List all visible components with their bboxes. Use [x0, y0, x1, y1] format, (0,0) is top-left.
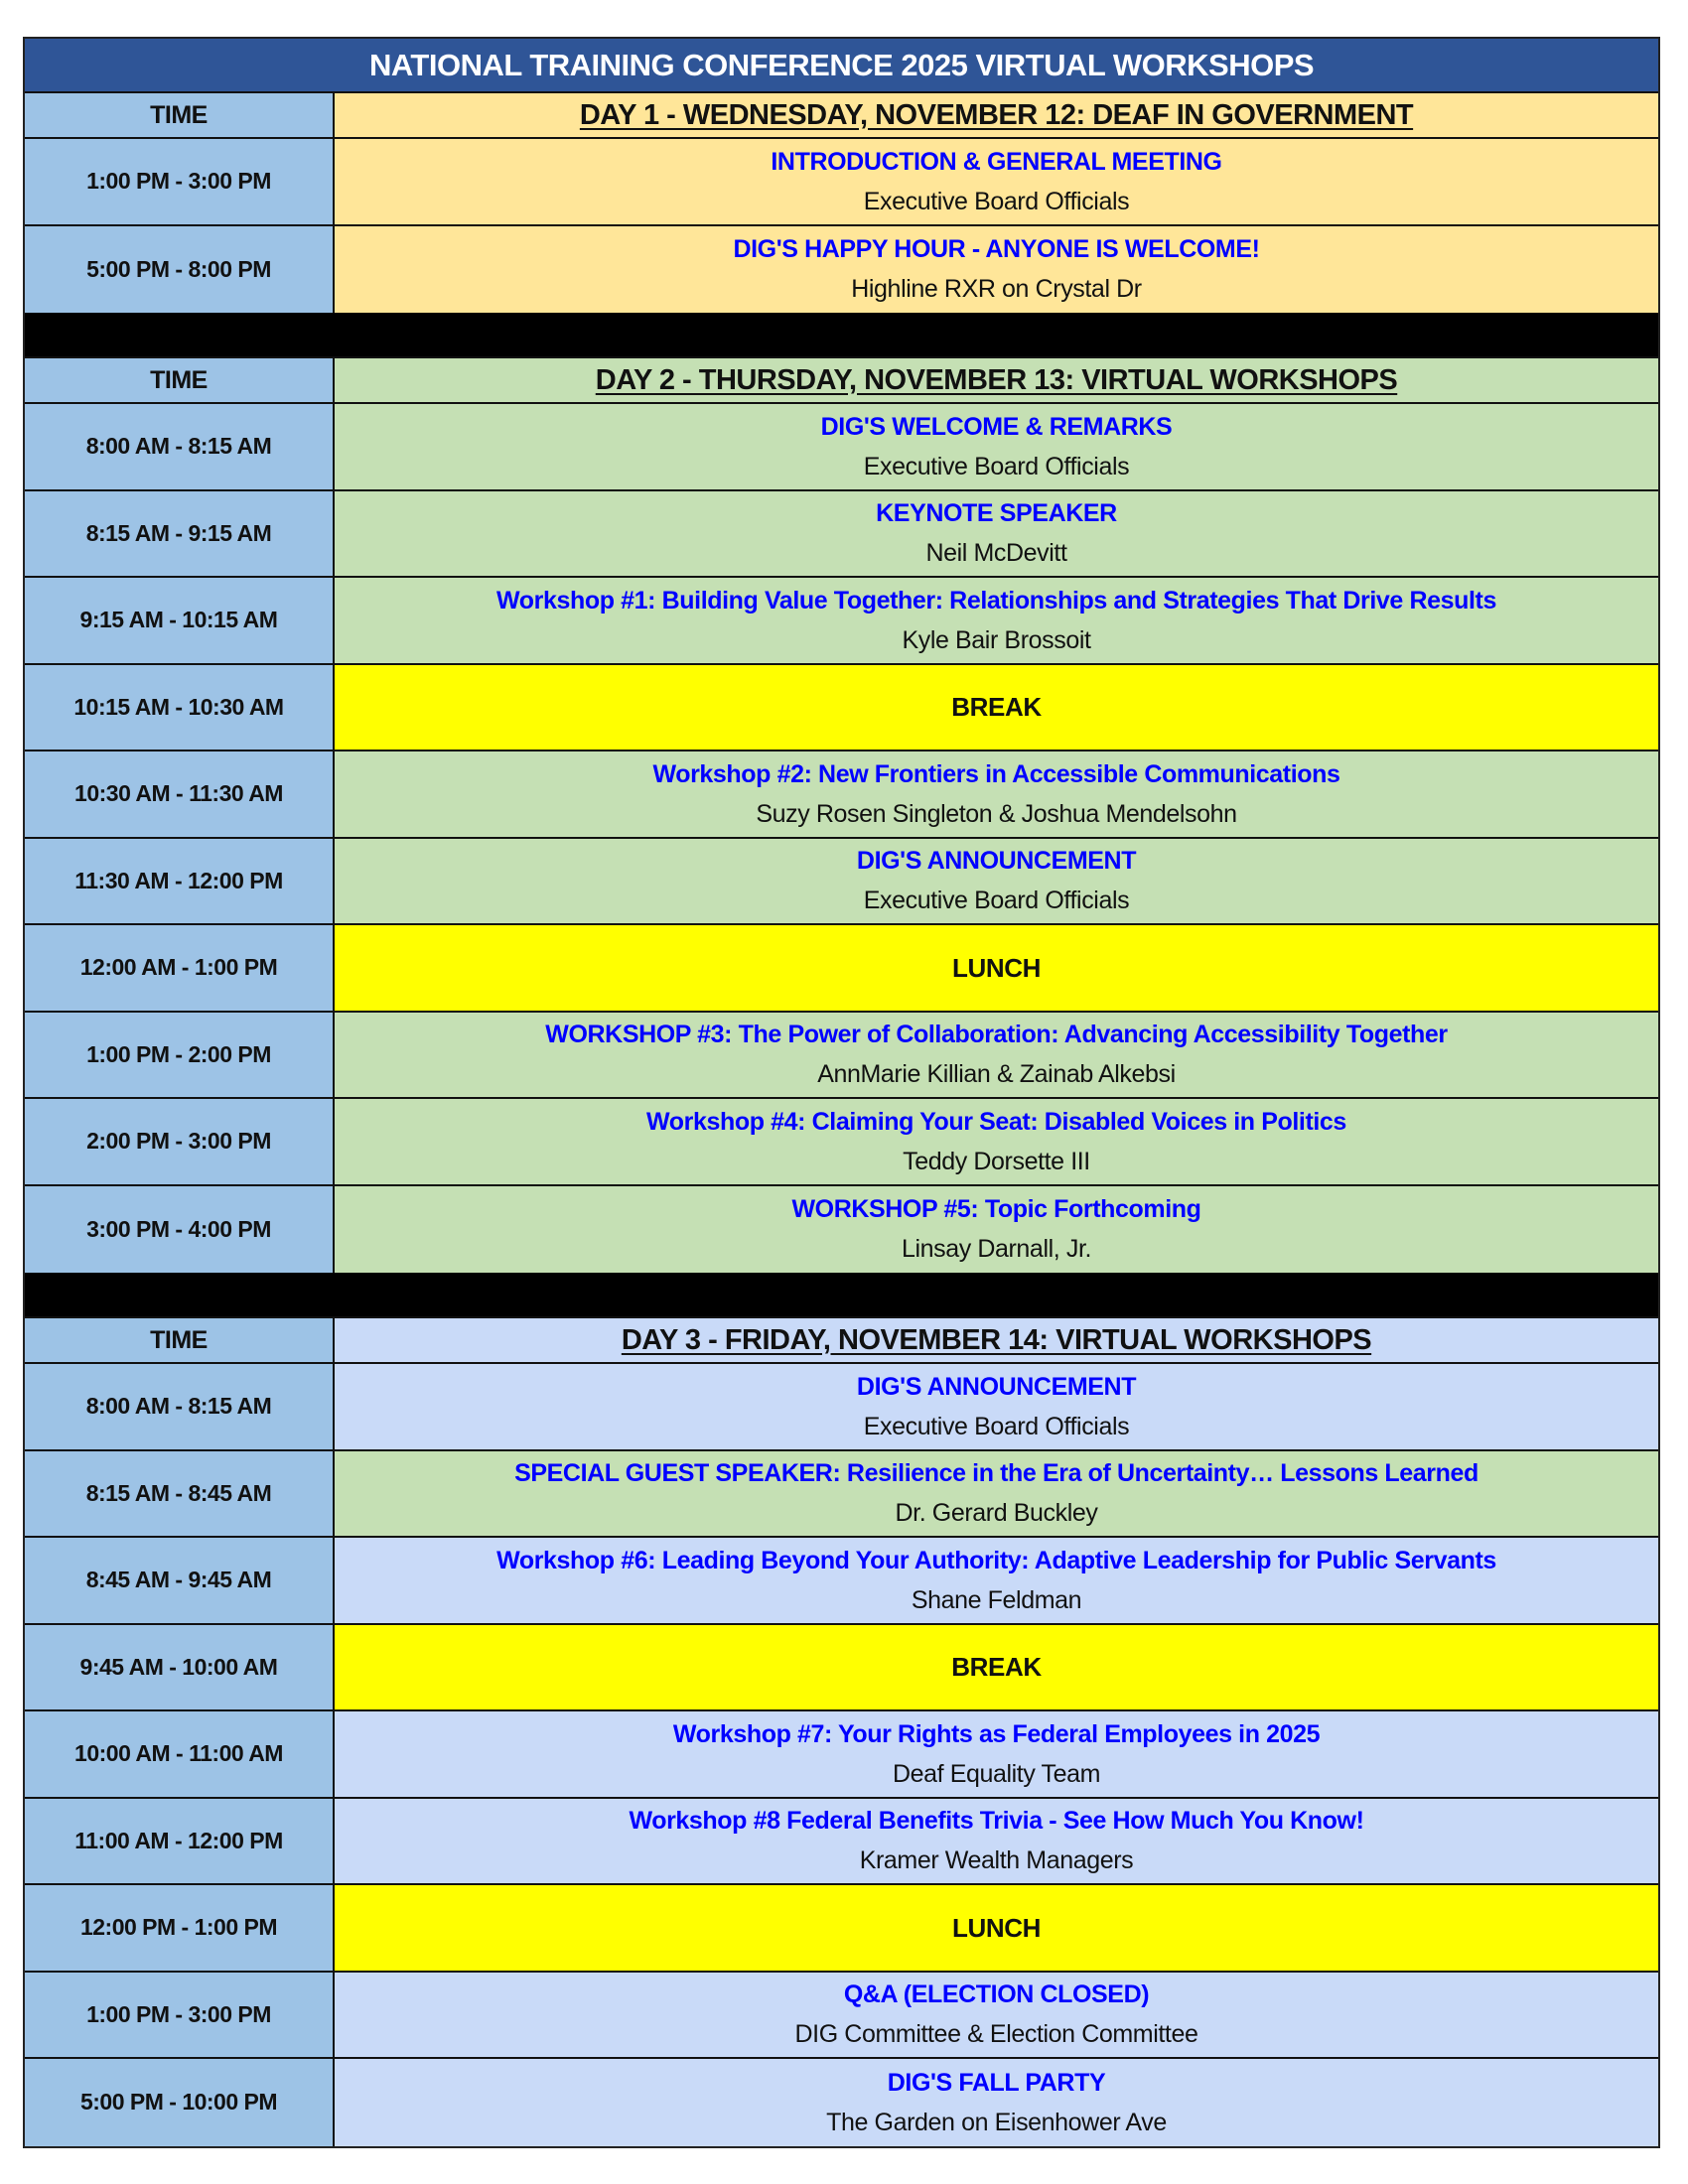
lunch-label: LUNCH	[952, 952, 1041, 983]
event-cell	[335, 751, 1658, 837]
event-presenter: Deaf Equality Team	[892, 1759, 1101, 1788]
event-title: Q&A (ELECTION CLOSED)	[843, 1980, 1150, 2009]
lunch-row	[25, 1885, 1658, 1973]
schedule-row	[25, 1711, 1658, 1799]
time-column-header: TIME	[25, 1318, 335, 1362]
time-slot: 8:00 AM - 8:15 AM	[25, 1364, 335, 1449]
event-cell	[335, 1538, 1658, 1623]
schedule-row	[25, 404, 1658, 491]
schedule-row	[25, 491, 1658, 579]
schedule-row	[25, 1799, 1658, 1886]
time-slot: 11:00 AM - 12:00 PM	[25, 1799, 335, 1884]
event-cell	[335, 839, 1658, 924]
event-title: SPECIAL GUEST SPEAKER: Resilience in the Era of Uncertainty… Lessons Learned	[514, 1459, 1478, 1488]
event-title: DIG'S ANNOUNCEMENT	[856, 847, 1137, 876]
event-title: WORKSHOP #5: Topic Forthcoming	[791, 1195, 1201, 1224]
event-title: WORKSHOP #3: The Power of Collaboration: Advancing Accessibility Together	[545, 1021, 1448, 1049]
lunch-row	[25, 925, 1658, 1013]
event-cell	[335, 1711, 1658, 1797]
break-label: BREAK	[951, 1652, 1042, 1683]
schedule-row	[25, 2059, 1658, 2146]
time-slot: 12:00 AM - 1:00 PM	[25, 925, 335, 1011]
schedule-row	[25, 578, 1658, 665]
break-cell	[335, 665, 1658, 751]
event-cell	[335, 1099, 1658, 1184]
event-title: Workshop #4: Claiming Your Seat: Disabled Voices in Politics	[646, 1107, 1346, 1136]
event-cell	[335, 1799, 1658, 1884]
time-slot: 9:45 AM - 10:00 AM	[25, 1625, 335, 1710]
day-1-section	[25, 93, 1658, 313]
event-cell	[335, 1973, 1658, 2058]
event-presenter: Shane Feldman	[911, 1585, 1082, 1614]
event-presenter: The Garden on Eisenhower Ave	[826, 2108, 1167, 2136]
time-slot: 10:15 AM - 10:30 AM	[25, 665, 335, 751]
time-slot: 8:15 AM - 8:45 AM	[25, 1451, 335, 1537]
break-cell	[335, 1625, 1658, 1710]
lunch-cell	[335, 1885, 1658, 1971]
event-title: Workshop #7: Your Rights as Federal Employees in 2025	[672, 1719, 1321, 1748]
time-slot: 5:00 PM - 8:00 PM	[25, 226, 335, 314]
event-title: Workshop #6: Leading Beyond Your Authority: Adaptive Leadership for Public Servants	[496, 1546, 1496, 1574]
event-presenter: Kramer Wealth Managers	[859, 1846, 1134, 1875]
day-header-row	[25, 358, 1658, 404]
time-slot: 11:30 AM - 12:00 PM	[25, 839, 335, 924]
event-presenter: DIG Committee & Election Committee	[794, 2020, 1198, 2049]
time-slot: 3:00 PM - 4:00 PM	[25, 1186, 335, 1274]
event-cell	[335, 1364, 1658, 1449]
event-cell	[335, 139, 1658, 224]
lunch-cell	[335, 925, 1658, 1011]
event-title: INTRODUCTION & GENERAL MEETING	[771, 147, 1222, 176]
event-presenter: Teddy Dorsette III	[903, 1147, 1090, 1175]
event-cell	[335, 404, 1658, 489]
break-label: BREAK	[951, 692, 1042, 723]
time-slot: 5:00 PM - 10:00 PM	[25, 2059, 335, 2146]
section-separator	[25, 313, 1658, 358]
day-3-section	[25, 1318, 1658, 2146]
event-presenter: Highline RXR on Crystal Dr	[851, 275, 1142, 304]
time-slot: 1:00 PM - 3:00 PM	[25, 139, 335, 224]
schedule-row	[25, 751, 1658, 839]
day-header-row	[25, 93, 1658, 139]
time-slot: 12:00 PM - 1:00 PM	[25, 1885, 335, 1971]
event-cell	[335, 491, 1658, 577]
event-presenter: Executive Board Officials	[863, 887, 1130, 915]
time-column-header: TIME	[25, 358, 335, 402]
event-presenter: Executive Board Officials	[863, 187, 1130, 215]
event-title: DIG'S ANNOUNCEMENT	[856, 1372, 1137, 1401]
time-slot: 8:15 AM - 9:15 AM	[25, 491, 335, 577]
lunch-label: LUNCH	[952, 1912, 1041, 1943]
event-cell	[335, 2059, 1658, 2146]
schedule-row	[25, 139, 1658, 226]
day-2-section	[25, 358, 1658, 1273]
page-title: NATIONAL TRAINING CONFERENCE 2025 VIRTUAL WORKSHOPS	[25, 39, 1658, 93]
time-column-header: TIME	[25, 93, 335, 137]
time-slot: 8:45 AM - 9:45 AM	[25, 1538, 335, 1623]
time-slot: 10:30 AM - 11:30 AM	[25, 751, 335, 837]
schedule-row	[25, 1099, 1658, 1186]
time-slot: 1:00 PM - 2:00 PM	[25, 1013, 335, 1098]
event-cell	[335, 1186, 1658, 1274]
event-presenter: AnnMarie Killian & Zainab Alkebsi	[817, 1060, 1176, 1089]
event-presenter: Executive Board Officials	[863, 452, 1130, 480]
break-row	[25, 1625, 1658, 1712]
schedule-row	[25, 1538, 1658, 1625]
schedule-row	[25, 1364, 1658, 1451]
schedule-row	[25, 1451, 1658, 1539]
section-separator	[25, 1273, 1658, 1318]
day-heading: DAY 2 - THURSDAY, NOVEMBER 13: VIRTUAL WORKSHOPS	[335, 358, 1658, 402]
event-cell	[335, 226, 1658, 314]
event-title: DIG'S WELCOME & REMARKS	[820, 412, 1173, 441]
event-title: KEYNOTE SPEAKER	[876, 499, 1117, 528]
event-cell	[335, 1013, 1658, 1098]
event-presenter: Suzy Rosen Singleton & Joshua Mendelsohn	[756, 799, 1237, 828]
schedule-row	[25, 1186, 1658, 1274]
event-presenter: Kyle Bair Brossoit	[902, 625, 1091, 654]
schedule-row	[25, 1013, 1658, 1100]
time-slot: 9:15 AM - 10:15 AM	[25, 578, 335, 663]
event-presenter: Neil McDevitt	[925, 539, 1067, 568]
day-heading: DAY 3 - FRIDAY, NOVEMBER 14: VIRTUAL WORKSHOPS	[335, 1318, 1658, 1362]
event-title: Workshop #1: Building Value Together: Relationships and Strategies That Drive Results	[496, 586, 1496, 614]
day-header-row	[25, 1318, 1658, 1364]
time-slot: 2:00 PM - 3:00 PM	[25, 1099, 335, 1184]
event-presenter: Dr. Gerard Buckley	[895, 1499, 1098, 1528]
event-title: DIG'S HAPPY HOUR - ANYONE IS WELCOME!	[733, 235, 1260, 264]
time-slot: 1:00 PM - 3:00 PM	[25, 1973, 335, 2058]
schedule-row	[25, 226, 1658, 314]
event-cell	[335, 578, 1658, 663]
event-title: Workshop #2: New Frontiers in Accessible Communications	[652, 759, 1340, 788]
break-row	[25, 665, 1658, 752]
event-title: DIG'S FALL PARTY	[887, 2068, 1106, 2097]
schedule-table	[23, 37, 1660, 2148]
event-presenter: Linsay Darnall, Jr.	[901, 1235, 1092, 1264]
event-cell	[335, 1451, 1658, 1537]
event-title: Workshop #8 Federal Benefits Trivia - See How Much You Know!	[629, 1807, 1364, 1836]
time-slot: 10:00 AM - 11:00 AM	[25, 1711, 335, 1797]
day-heading: DAY 1 - WEDNESDAY, NOVEMBER 12: DEAF IN GOVERNMENT	[335, 93, 1658, 137]
schedule-row	[25, 1973, 1658, 2060]
event-presenter: Executive Board Officials	[863, 1412, 1130, 1440]
time-slot: 8:00 AM - 8:15 AM	[25, 404, 335, 489]
schedule-row	[25, 839, 1658, 926]
